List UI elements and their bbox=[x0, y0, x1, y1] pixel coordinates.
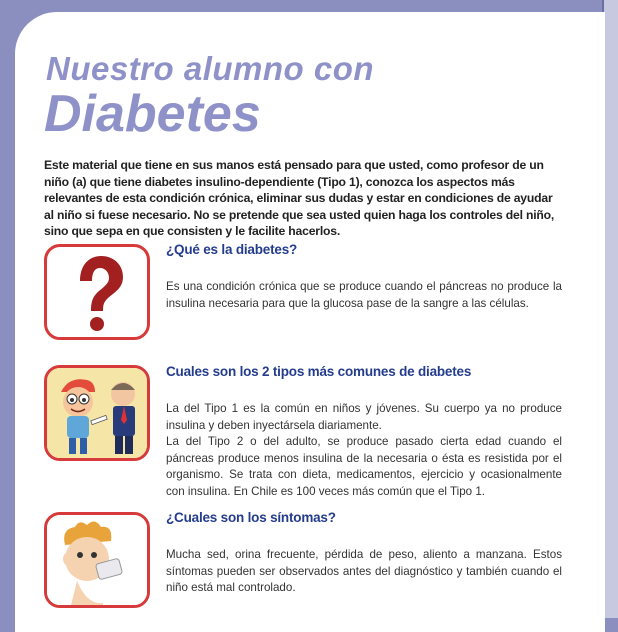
section-body-what-is bbox=[166, 279, 562, 312]
question-mark-icon bbox=[44, 244, 150, 340]
section-body-types bbox=[166, 401, 562, 500]
section-paragraph: Mucha sed, orina frecuente, pérdida de peso, aliento a manzana. Estos síntomas pueden ser observados antes del diagnóstico y también cuando el niño está mal controlado. bbox=[166, 548, 562, 594]
title-line-2: Diabetes bbox=[44, 85, 261, 143]
section-heading-types: Cuales son los 2 tipos más comunes de diabetes bbox=[166, 364, 472, 379]
child-drinking-illustration bbox=[44, 512, 150, 608]
section-paragraph: Es una condición crónica que se produce cuando el páncreas no produce la insulina necesaria para que la glucosa pase de la sangre a las células. bbox=[166, 280, 562, 310]
section-heading-what-is: ¿Qué es la diabetes? bbox=[166, 242, 298, 257]
section-paragraph: La del Tipo 2 o del adulto, se produce pasado cierta edad cuando el páncreas produce menos insulina de la necesaria o ésta es resistida por el organismo. Se trata con dieta, medicamentos, ejercicio y ocasionalmente con insulina. En Chile es 100 veces más común que el Tipo 1. bbox=[166, 435, 562, 498]
section-paragraph: La del Tipo 1 es la común en niños y jóvenes. Su cuerpo ya no produce insulina y deben inyectársela diariamente. bbox=[166, 402, 562, 432]
title-line-1: Nuestro alumno con bbox=[46, 50, 375, 87]
section-heading-symptoms: ¿Cuales son los síntomas? bbox=[166, 510, 336, 525]
child-and-adult-illustration bbox=[44, 365, 150, 461]
section-body-symptoms bbox=[166, 547, 562, 597]
intro-paragraph: Este material que tiene en sus manos está pensado para que usted, como profesor de un niño (a) que tiene diabetes insulino-dependiente (Tipo 1), conozca los aspectos más relevantes de esta condición crónica, eliminar sus dudas y estar en condiciones de ayudar al niño si fuese necesario. No se pretende que sea usted quien haga los controles del niño, sino que sepa en que consisten y le facilite hacerlos. bbox=[44, 158, 555, 238]
